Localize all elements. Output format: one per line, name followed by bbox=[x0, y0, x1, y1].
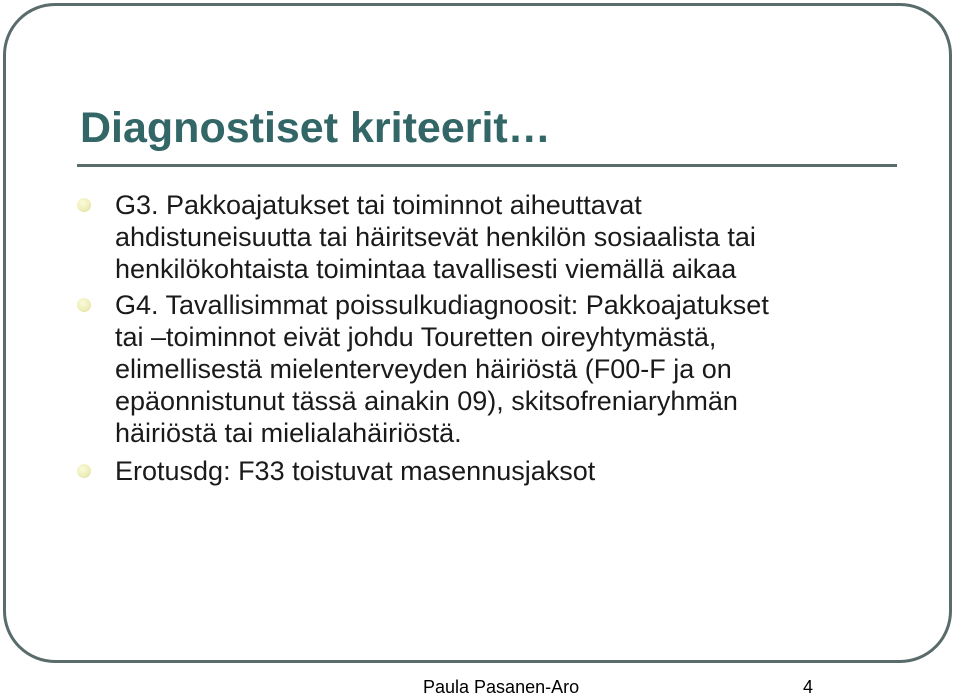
bullet-line: G4. Tavallisimmat poissulkudiagnoosit: Pakkoajatukset bbox=[115, 290, 769, 320]
slide-title: Diagnostiset kriteerit… bbox=[80, 104, 551, 152]
footer-author: Paula Pasanen-Aro bbox=[423, 677, 580, 697]
bullet-dot-icon bbox=[77, 298, 91, 312]
bullet-line: Erotusdg: F33 toistuvat masennusjaksot bbox=[115, 456, 596, 486]
bullet-list bbox=[77, 189, 877, 487]
bullet-dot-icon bbox=[77, 198, 91, 212]
bullet-item-erotusdg bbox=[77, 455, 877, 487]
bullet-line: tai –toiminnot eivät johdu Touretten oireyhtymästä, bbox=[115, 322, 717, 352]
title-underline bbox=[77, 164, 897, 167]
bullet-line: epäonnistunut tässä ainakin 09), skitsofreniaryhmän bbox=[115, 386, 738, 416]
bullet-line: ahdistuneisuutta tai häiritsevät henkilön sosiaalista tai bbox=[115, 222, 756, 252]
bullet-item-g4 bbox=[77, 289, 877, 449]
bullet-line: häiriöstä tai mielialahäiriöstä. bbox=[115, 418, 462, 448]
bullet-line: henkilökohtaista toimintaa tavallisesti viemällä aikaa bbox=[115, 254, 737, 284]
bullet-line: elimellisestä mielenterveyden häiriöstä (F00-F ja on bbox=[115, 354, 732, 384]
bullet-item-g3 bbox=[77, 189, 877, 285]
bullet-dot-icon bbox=[77, 464, 91, 478]
page-number: 4 bbox=[803, 677, 814, 697]
bullet-line: G3. Pakkoajatukset tai toiminnot aiheuttavat bbox=[115, 190, 642, 220]
